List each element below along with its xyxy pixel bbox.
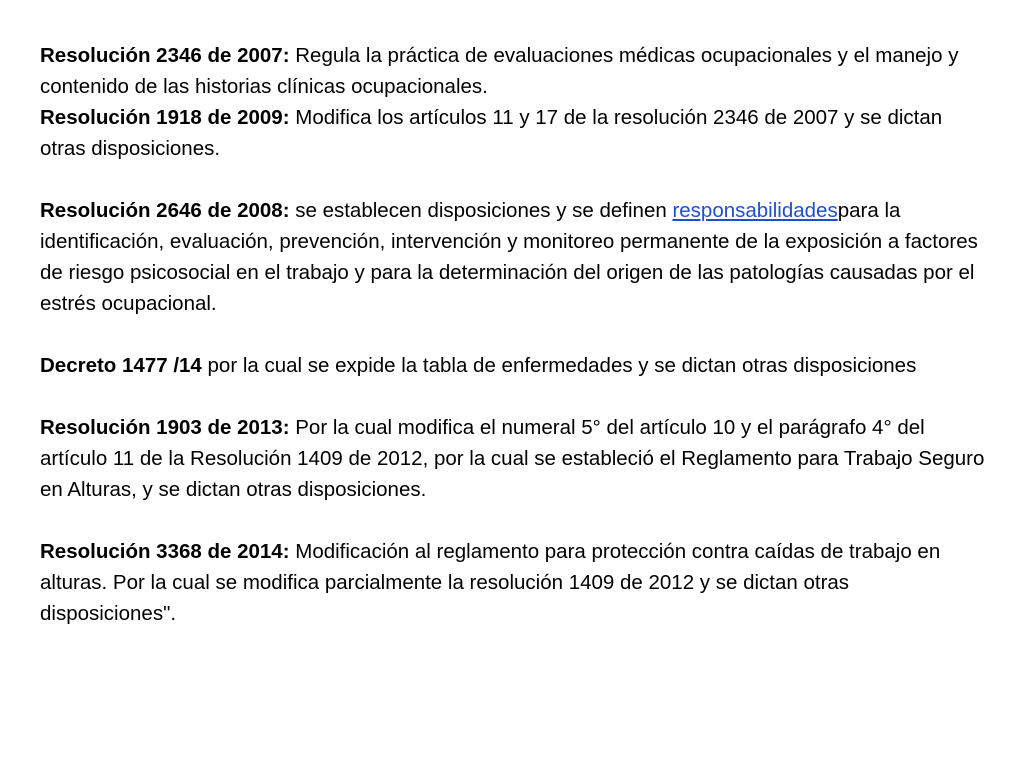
paragraph-text: Modificación al reglamento para protección contra caídas de trabajo en alturas. Por la cual se modifica parcialmente la resolución 1409 de 2012 y se dictan otras disposiciones". xyxy=(40,540,941,625)
paragraph-text: Modifica los artículos 11 y 17 de la resolución 2346 de 2007 y se dictan otras disposiciones. xyxy=(40,106,943,160)
paragraph-title: Resolución 2646 de 2008: xyxy=(40,199,290,222)
paragraph-resolucion-1903 xyxy=(40,412,990,505)
paragraph-text: Regula la práctica de evaluaciones médicas ocupacionales y el manejo y contenido de las historias clínicas ocupacionales. xyxy=(40,44,959,98)
paragraph-resolucion-2346 xyxy=(40,40,990,102)
paragraph-title: Resolución 2346 de 2007: xyxy=(40,44,290,67)
paragraph-title: Resolución 1903 de 2013: xyxy=(40,416,290,439)
paragraph-resolucion-1918 xyxy=(40,102,990,164)
paragraph-title: Resolución 3368 de 2014: xyxy=(40,540,290,563)
paragraph-spacer xyxy=(40,505,990,536)
paragraph-title: Decreto 1477 /14 xyxy=(40,354,202,377)
paragraph-title: Resolución 1918 de 2009: xyxy=(40,106,290,129)
responsabilidades-link[interactable]: responsabilidades xyxy=(672,199,838,222)
paragraph-text: por la cual se expide la tabla de enfermedades y se dictan otras disposiciones xyxy=(201,354,917,377)
paragraph-spacer xyxy=(40,164,990,195)
paragraph-text: Por la cual modifica el numeral 5° del artículo 10 y el parágrafo 4° del artículo 11 de la Resolución 1409 de 2012, por la cual se estableció el Reglamento para Trabajo Seguro en Alturas, y se dictan otras disposiciones. xyxy=(40,416,985,501)
paragraph-text: para la identificación, evaluación, prevención, intervención y monitoreo permanente de la exposición a factores de riesgo psicosocial en el trabajo y para la determinación del origen de las patologías causadas por el estrés ocupacional. xyxy=(40,199,978,315)
paragraph-decreto-1477 xyxy=(40,350,990,381)
paragraph-resolucion-2646 xyxy=(40,195,990,319)
paragraph-resolucion-3368 xyxy=(40,536,990,629)
paragraph-text: se establecen disposiciones y se definen xyxy=(289,199,673,222)
paragraph-spacer xyxy=(40,381,990,412)
document-body xyxy=(40,40,990,629)
paragraph-spacer xyxy=(40,319,990,350)
